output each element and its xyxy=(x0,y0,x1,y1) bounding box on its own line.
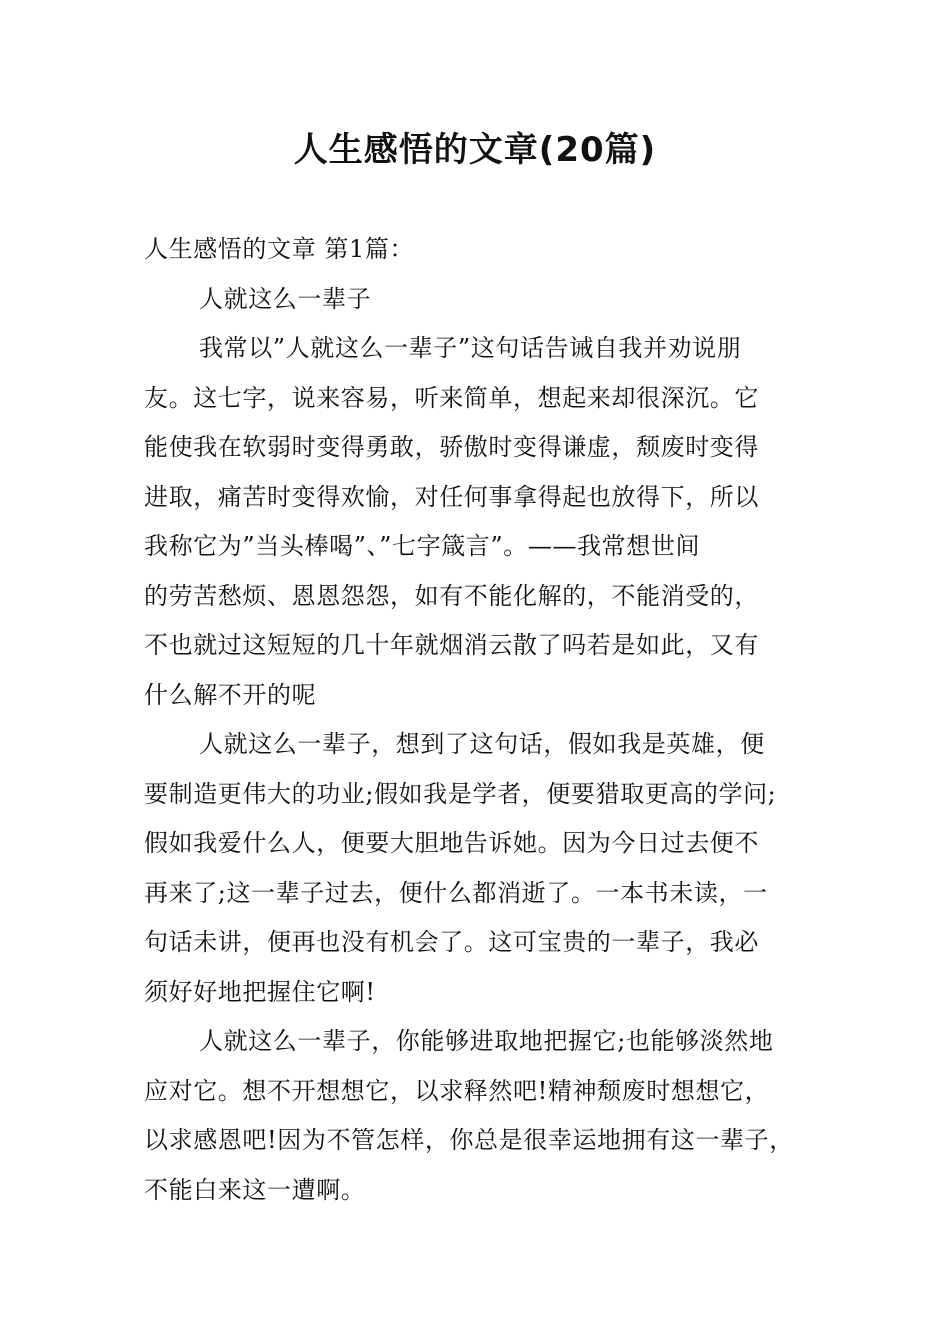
section-heading: 人生感悟的文章 第1篇： xyxy=(144,235,415,263)
paragraph-1 xyxy=(144,324,814,720)
paragraph-line: 什么解不开的呢 xyxy=(144,680,317,709)
paragraph-line: 假如我爱什么人，便要大胆地告诉她。因为今日过去便不 xyxy=(144,829,759,857)
document-title: 人生感悟的文章(20篇) xyxy=(293,130,657,170)
paragraph-2 xyxy=(144,720,814,1017)
paragraph-line: 须好好地把握住它啊! xyxy=(144,977,376,1006)
paragraph-line: 不能白来这一遭啊。 xyxy=(144,1175,366,1204)
paragraph-line: 进取，痛苦时变得欢愉，对任何事拿得起也放得下，所以 xyxy=(144,482,759,511)
paragraph-line: 我常以”人就这么一辈子”这句话告诫自我并劝说朋 xyxy=(199,334,742,362)
paragraph-line: 人就这么一辈子，想到了这句话，假如我是英雄，便 xyxy=(199,730,765,758)
paragraph-line: 我称它为”当头棒喝”、”七字箴言”。——我常想世间 xyxy=(144,532,701,560)
paragraph-line: 应对它。想不开想想它，以求释然吧!精神颓废时想想它， xyxy=(144,1076,770,1105)
paragraph-line: 要制造更伟大的功业;假如我是学者，便要猎取更高的学问; xyxy=(144,779,777,808)
paragraph-3 xyxy=(144,1017,814,1215)
paragraph-line: 人就这么一辈子，你能够进取地把握它;也能够淡然地 xyxy=(199,1027,774,1055)
paragraph-line: 再来了;这一辈子过去，便什么都消逝了。一本书未读，一 xyxy=(144,878,768,907)
paragraph-line: 不也就过这短短的几十年就烟消云散了吗若是如此，又有 xyxy=(144,631,759,659)
paragraph-line: 的劳苦愁烦、恩恩怨怨，如有不能化解的，不能消受的， xyxy=(144,581,759,610)
paragraph-line: 能使我在软弱时变得勇敢，骄傲时变得谦虚，颓废时变得 xyxy=(144,433,759,461)
paragraph-line: 句话未讲，便再也没有机会了。这可宝贵的一辈子，我必 xyxy=(144,928,759,956)
paragraph-line: 以求感恩吧!因为不管怎样，你总是很幸运地拥有这一辈子， xyxy=(144,1126,794,1154)
article-title: 人就这么一辈子 xyxy=(199,284,372,313)
paragraph-line: 友。这七字，说来容易，听来简单，想起来却很深沉。它 xyxy=(144,383,759,412)
document-body xyxy=(144,225,814,1215)
